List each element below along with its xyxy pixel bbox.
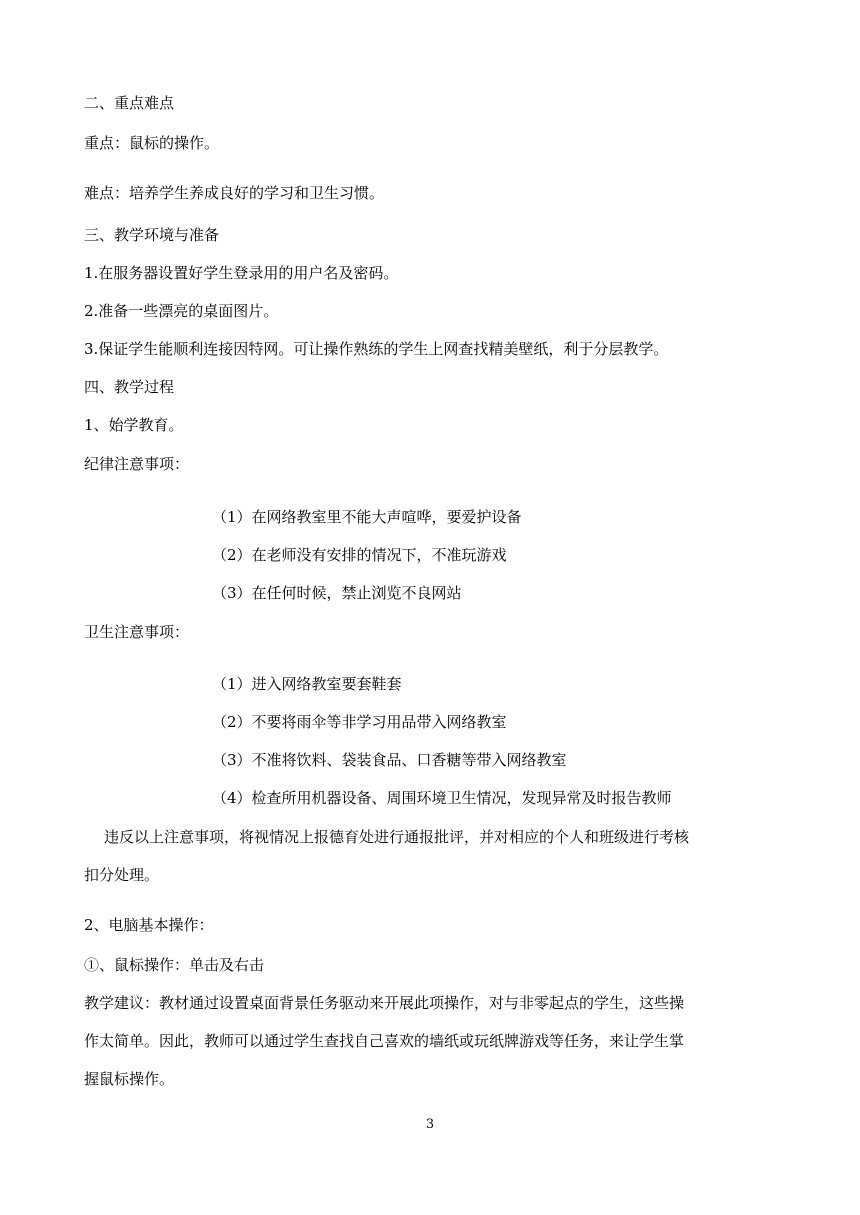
hygiene-item: （2）不要将雨伞等非学习用品带入网络教室 [212, 713, 507, 731]
suggestion-paragraph-line: 握鼠标操作。 [84, 1070, 175, 1088]
discipline-item: （3）在任何时候，禁止浏览不良网站 [212, 584, 462, 602]
violation-paragraph-line: 违反以上注意事项，将视情况上报德育处进行通报批评，并对相应的个人和班级进行考核 [104, 828, 690, 846]
section-heading-process: 四、教学过程 [84, 378, 175, 396]
hygiene-item: （4）检查所用机器设备、周围环境卫生情况，发现异常及时报告教师 [212, 789, 672, 807]
step-heading: 1、始学教育。 [84, 416, 184, 434]
section-heading-environment: 三、教学环境与准备 [84, 226, 220, 244]
step-heading: 2、电脑基本操作： [84, 916, 214, 934]
preparation-item: 2.准备一些漂亮的桌面图片。 [84, 302, 279, 320]
hygiene-item: （1）进入网络教室要套鞋套 [212, 675, 402, 693]
suggestion-paragraph-line: 教学建议：教材通过设置桌面背景任务驱动来开展此项操作，对与非零起点的学生，这些操 [84, 994, 685, 1012]
page-number: 3 [425, 1117, 435, 1132]
violation-paragraph-line: 扣分处理。 [84, 866, 160, 884]
mouse-operation-heading: ①、鼠标操作：单击及右击 [84, 956, 265, 974]
discipline-item: （2）在老师没有安排的情况下，不准玩游戏 [212, 546, 507, 564]
section-heading-key-points: 二、重点难点 [84, 94, 175, 112]
preparation-item: 1.在服务器设置好学生登录用的用户名及密码。 [84, 264, 399, 282]
key-point-text: 重点：鼠标的操作。 [84, 134, 220, 152]
preparation-item: 3.保证学生能顺利连接因特网。可让操作熟练的学生上网查找精美壁纸，利于分层教学。 [84, 340, 669, 358]
suggestion-paragraph-line: 作太简单。因此，教师可以通过学生查找自己喜欢的墙纸或玩纸牌游戏等任务，来让学生掌 [84, 1032, 685, 1050]
hygiene-label: 卫生注意事项： [84, 623, 190, 641]
hygiene-item: （3）不准将饮料、袋装食品、口香糖等带入网络教室 [212, 751, 567, 769]
discipline-item: （1）在网络教室里不能大声喧哗，要爱护设备 [212, 508, 522, 526]
difficulty-text: 难点：培养学生养成良好的学习和卫生习惯。 [84, 184, 385, 202]
discipline-label: 纪律注意事项： [84, 455, 190, 473]
